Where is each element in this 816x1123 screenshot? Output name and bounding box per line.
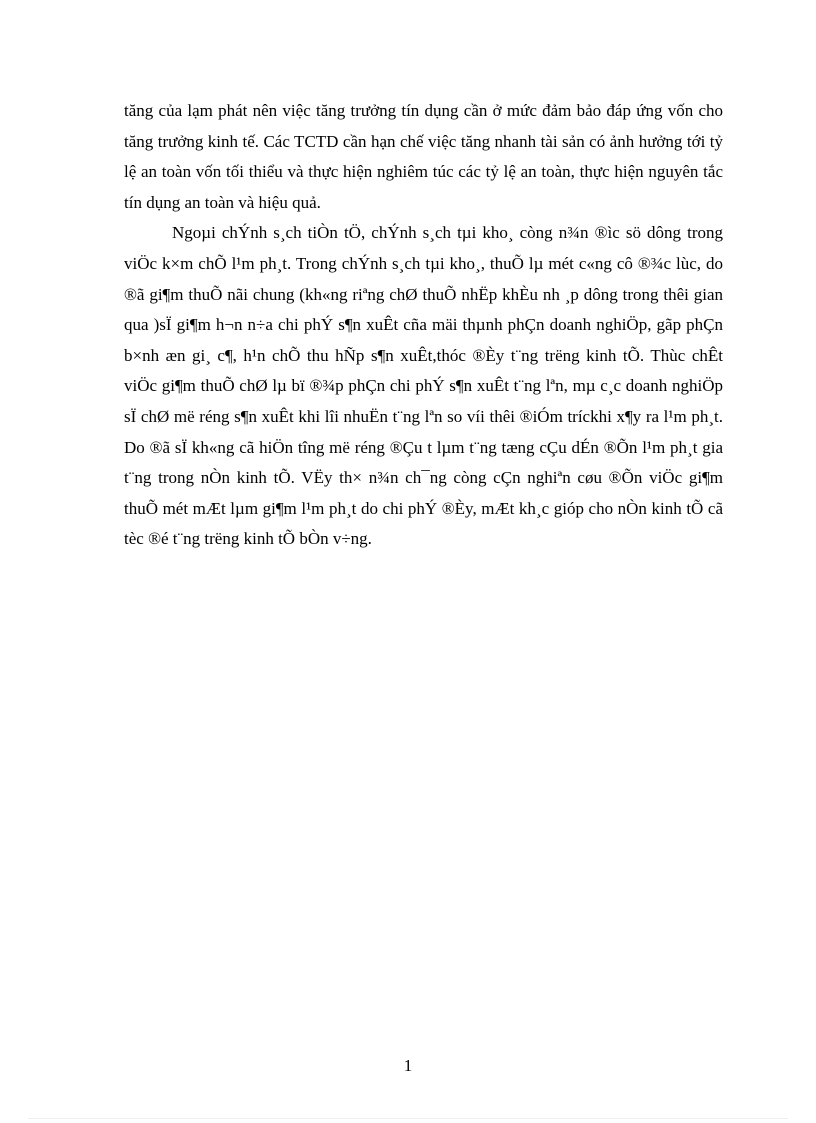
paragraph-2: Ngoµi chÝnh s¸ch tiÒn tÖ, chÝnh s¸ch tµi kho¸ còng n¾n ®ìc sö dông trong viÖc k×m chÕ l¹m ph¸t. Trong chÝnh s¸ch tµi kho¸, thuÕ lµ mét c«ng cô ®¾c lùc, do ®ã gi¶m thuÕ nãi chung (kh«ng riªng chØ thuÕ nhËp khÈu nh ¸p dông trong thêi gian qua )sÏ gi¶m h¬n n÷a chi phÝ s¶n xuÊt cña mäi thµnh phÇn doanh nghiÖp, gãp phÇn b×nh æn gi¸ c¶, h¹n chÕ thu hÑp s¶n xuÊt,thóc ®Èy t¨ng trëng kinh tÕ. Thùc chÊt viÖc gi¶m thuÕ chØ lµ bï ®¾p phÇn chi phÝ s¶n xuÊt t¨ng lªn, mµ c¸c doanh nghiÖp sÏ chØ më réng s¶n xuÊt khi lîi nhuËn t¨ng lªn so víi thêi ®iÓm tríckhi x¶y ra l¹m ph¸t. Do ®ã sÏ kh«ng cã hiÖn tîng më réng ®Çu t lµm t¨ng tæng cÇu dÉn ®Õn l¹m ph¸t gia t¨ng trong nÒn kinh tÕ. VËy th× n¾n ch¯ng còng cÇn nghiªn cøu ®Õn viÖc gi¶m thuÕ mét mÆt lµm gi¶m l¹m ph¸t do chi phÝ ®Èy, mÆt kh¸c gióp cho nÒn kinh tÕ cã tèc ®é t¨ng trëng kinh tÕ bÒn v÷ng.	[124, 223, 723, 549]
body-text	[124, 96, 723, 555]
paragraph-1: tăng của lạm phát nên việc tăng trưởng tín dụng cần ở mức đảm bảo đáp ứng vốn cho tăng trưởng kinh tế. Các TCTD cần hạn chế việc tăng nhanh tài sản có ảnh hưởng tới tỷ lệ an toàn vốn tối thiểu và thực hiện nghiêm túc các tỷ lệ an toàn, thực hiện nguyên tắc tín dụng an toàn và hiệu quả.	[124, 101, 723, 212]
page-bottom-edge	[28, 1118, 788, 1119]
page-number: 1	[403, 1056, 413, 1075]
